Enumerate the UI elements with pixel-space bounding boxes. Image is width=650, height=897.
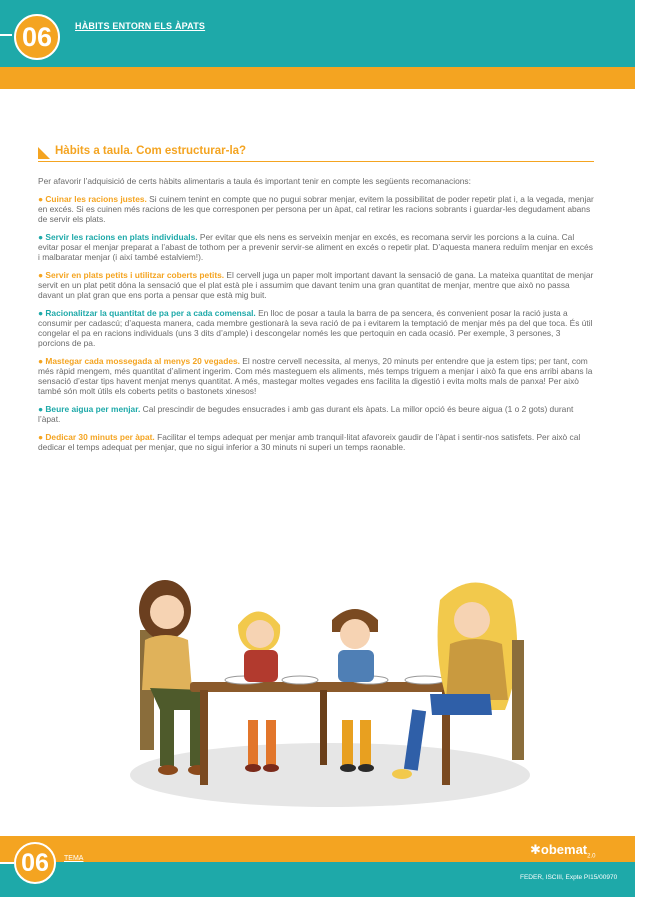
list-item xyxy=(38,356,594,396)
item-text: Facilitar el temps adequat per menjar amb tranquil·litat afavoreix gaudir de l’àpat i sentir-nos satisfets. Per això cal dedicar el temps adequat per menjar, que no sigui inferior a 30 minuts ni superi un temps raonable. xyxy=(38,432,581,452)
body-text xyxy=(38,176,594,460)
list-item xyxy=(38,404,594,424)
triangle-icon xyxy=(38,147,50,159)
list-item xyxy=(38,308,594,348)
list-item xyxy=(38,232,594,262)
item-lead: ● Beure aigua per menjar. xyxy=(38,404,141,414)
list-item xyxy=(38,432,594,452)
item-lead: ● Dedicar 30 minuts per àpat. xyxy=(38,432,155,442)
mother-figure xyxy=(139,580,208,775)
logo-version: 2.0 xyxy=(587,853,596,860)
footer-line xyxy=(0,862,14,864)
logo-text: obemat xyxy=(540,842,588,857)
list-item xyxy=(38,194,594,224)
item-lead: ● Mastegar cada mossegada al menys 20 vegades. xyxy=(38,356,240,366)
item-text: Per evitar que els nens es serveixin menjar en excés, es recomana servir les porcions a la cuina. Cal evitar posar el menjar preparat a l’abast de tothom per a prevenir servir-se aliment en excés o repetir plat. D’aquesta manera reduïm menjar en excés i malbaratar menjar (i així també estalviem!). xyxy=(38,232,593,262)
header-accent-bar xyxy=(0,67,635,89)
item-lead: ● Servir les racions en plats individuals. xyxy=(38,232,198,242)
item-text: El cervell juga un paper molt important davant la sensació de gana. La mateixa quantitat de menjar servit en un plat petit dóna la sensació que el plat està ple i assumim que davant tenim una gran quantitat de menjar, mentre que això no passa davant un plat gran que ens porta a pensar que està mig buit. xyxy=(38,270,594,300)
item-text: Cal prescindir de begudes ensucrades i amb gas durant els àpats. La millor opció és beure aigua (1 o 2 gots) durant l’àpat. xyxy=(38,404,574,424)
section-title: Hàbits a taula. Com estructurar-la? xyxy=(55,145,247,157)
family-table-illustration xyxy=(120,570,540,810)
item-lead: ● Cuinar les racions justes. xyxy=(38,194,147,204)
item-text: El nostre cervell necessita, al menys, 20 minuts per entendre que ja estem tips; per tant, com més ràpid mengem, més quantitat d’aliment ingerim. Com més masteguem els aliments, més temps triguem a menjar i això fa que ens arribi abans la sensació d’estar tips havent menjat menys quantitat. A més, mastegar moltes vegades ens facilita la digestió i evita molts mals de panxa! Per això també són molt útils els coberts petits o bastonets xinesos! xyxy=(38,356,593,396)
footer-tema-link[interactable]: TEMA xyxy=(64,855,84,862)
header-bar xyxy=(0,0,635,67)
item-lead: ● Servir en plats petits i utilitzar coberts petits. xyxy=(38,270,225,280)
funding-credit: FEDER, ISCIII, Expte PI15/00970 xyxy=(520,874,618,881)
list-item xyxy=(38,270,594,300)
footer-chapter-badge: 06 xyxy=(14,842,56,884)
section-heading xyxy=(38,145,594,162)
obemat-logo: ✱obemat$_{2.0}$ xyxy=(530,842,596,860)
item-lead: ● Racionalitzar la quantitat de pa per a cada comensal. xyxy=(38,308,256,318)
item-text: En lloc de posar a taula la barra de pa sencera, és convenient posar la ració justa a consumir per cadascú; d’aquesta manera, cada membre gestionarà la seva ració de pa i evitarem la temptació de menjar més pa del que toca. És útil congelar el pa en racions individuals (uns 3 dits d’ample) i descongelar només les que pertoquin en cada ocasió. Per exemple, 3 persones, 3 porcions de pa. xyxy=(38,308,593,348)
chapter-title: HÀBITS ENTORN ELS ÀPATS xyxy=(75,21,206,31)
chapter-badge: 06 xyxy=(14,14,60,60)
intro-paragraph: Per afavorir l’adquisició de certs hàbits alimentaris a taula és important tenir en compte les següents recomanacions: xyxy=(38,176,471,186)
header-line xyxy=(0,34,12,36)
item-text: Si cuinem tenint en compte que no pugui sobrar menjar, evitem la possibilitat de poder repetir plat i, a la vegada, menjar en excés. Si es cuinen més racions de les que corresponen per persona per un àpat, cal retirar les racions sobrants i guardar-les degudament abans de servir els plats. xyxy=(38,194,594,224)
